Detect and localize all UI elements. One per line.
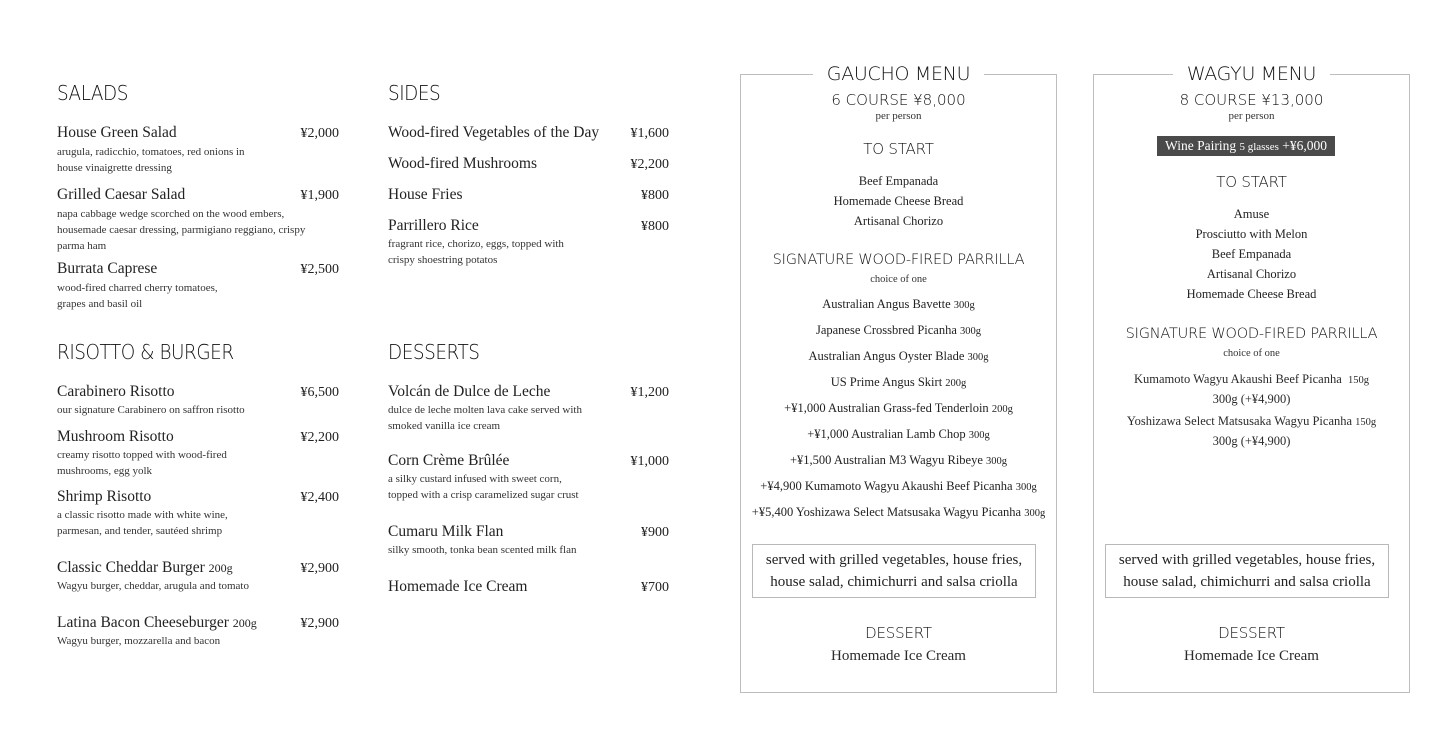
gaucho-menu-title: GAUCHO MENU: [813, 63, 984, 85]
item-price: ¥2,400: [300, 490, 339, 505]
item-desc: wood-fired charred cherry tomatoes,: [57, 282, 218, 294]
gaucho-dessert-heading: DESSERT: [865, 624, 932, 642]
item-price: ¥1,900: [300, 188, 339, 203]
gaucho-course-price: 6 COURSE ¥8,000: [831, 91, 966, 109]
item-name: Corn Crème Brûlée: [388, 452, 510, 469]
menu-item: [57, 383, 339, 418]
item-name: Grilled Caesar Salad: [57, 186, 186, 203]
menu-item: [388, 155, 669, 173]
wagyu-served-with-box: [1105, 544, 1389, 598]
wine-pairing-label: Wine Pairing: [1165, 138, 1237, 153]
gaucho-main-item: Japanese Crossbred Picanha 300g: [815, 323, 982, 337]
item-desc: fragrant rice, chorizo, eggs, topped with: [388, 238, 564, 250]
served-line: house salad, chimichurri and salsa criolla: [1123, 574, 1371, 590]
gaucho-choice-note: choice of one: [870, 274, 927, 285]
item-name: House Green Salad: [57, 124, 177, 141]
item-name: House Fries: [388, 186, 463, 203]
item-desc: silky smooth, tonka bean scented milk flan: [388, 544, 577, 556]
item-desc: creamy risotto topped with wood-fired: [57, 449, 227, 461]
wagyu-menu-title: WAGYU MENU: [1173, 63, 1330, 85]
gaucho-dessert-item: Homemade Ice Cream: [831, 648, 966, 664]
gaucho-main-item: +¥1,000 Australian Lamb Chop 300g: [807, 427, 990, 441]
item-desc: topped with a crisp caramelized sugar crust: [388, 489, 579, 501]
item-desc: housemade caesar dressing, parmigiano reggiano, crispy: [57, 224, 306, 236]
wagyu-main-item: Yoshizawa Select Matsusaka Wagyu Picanha 150g 300g (+¥4,900): [1126, 414, 1377, 448]
wagyu-course-price: 8 COURSE ¥13,000: [1179, 91, 1324, 109]
item-desc: arugula, radicchio, tomatoes, red onions in: [57, 146, 245, 158]
menu-item: [388, 523, 669, 558]
menu-item: [388, 383, 669, 434]
menu-item: [57, 614, 339, 649]
wagyu-dessert-item: Homemade Ice Cream: [1184, 648, 1319, 664]
served-line: served with grilled vegetables, house fries,: [1118, 552, 1376, 568]
wine-pairing-price: +¥6,000: [1282, 138, 1327, 153]
item-name: Carabinero Risotto: [57, 383, 175, 400]
gaucho-main-item: Australian Angus Oyster Blade 300g: [808, 349, 989, 363]
item-price: ¥2,200: [300, 430, 339, 445]
gaucho-to-start-heading: TO START: [863, 140, 934, 158]
item-price: ¥2,900: [300, 561, 339, 576]
gaucho-main-item: Australian Angus Bavette 300g: [822, 297, 975, 311]
menu-item: [388, 452, 669, 503]
wagyu-choice-note: choice of one: [1223, 348, 1280, 359]
gaucho-main-item: +¥4,900 Kumamoto Wagyu Akaushi Beef Picanha 300g: [760, 479, 1037, 493]
menu-item: [57, 488, 339, 539]
wagyu-starter-item: Homemade Cheese Bread: [1186, 287, 1317, 301]
salads-heading: SALADS: [57, 81, 128, 105]
served-line: served with grilled vegetables, house fries,: [765, 552, 1023, 568]
item-desc: dulce de leche molten lava cake served with: [388, 404, 582, 416]
item-size: 200g: [232, 616, 257, 630]
item-name: Wood-fired Mushrooms: [388, 155, 537, 172]
item-price: ¥900: [641, 525, 669, 540]
menu-item: [388, 186, 669, 204]
item-desc: house vinaigrette dressing: [57, 162, 172, 174]
menu-item: [57, 559, 339, 594]
item-desc: smoked vanilla ice cream: [388, 420, 501, 432]
wagyu-dessert-heading: DESSERT: [1218, 624, 1285, 642]
item-desc: grapes and basil oil: [57, 298, 143, 310]
sides-heading: SIDES: [388, 81, 441, 105]
menu-item: [388, 217, 669, 268]
item-name: Parrillero Rice: [388, 217, 479, 234]
menu-item: [57, 260, 339, 312]
gaucho-per-person: per person: [875, 110, 922, 122]
gaucho-starter-item: Homemade Cheese Bread: [833, 194, 964, 208]
wagyu-per-person: per person: [1228, 110, 1275, 122]
item-price: ¥2,000: [300, 126, 339, 141]
gaucho-main-item: +¥1,500 Australian M3 Wagyu Ribeye 300g: [789, 453, 1008, 467]
menu-item: [388, 578, 669, 596]
item-price: ¥6,500: [300, 385, 339, 400]
gaucho-menu-panel: [740, 63, 1057, 693]
wagyu-starter-item: Beef Empanada: [1211, 247, 1292, 261]
item-name: Cumaru Milk Flan: [388, 523, 504, 540]
wagyu-menu-panel: [1093, 63, 1410, 693]
item-price: ¥700: [641, 580, 669, 595]
menu-item: [388, 124, 669, 142]
menu-item: [57, 124, 339, 176]
wine-pairing-glasses: 5 glasses: [1239, 141, 1279, 153]
item-size: 200g: [208, 561, 233, 575]
item-name: Burrata Caprese: [57, 260, 158, 277]
gaucho-starter-item: Artisanal Chorizo: [853, 214, 944, 228]
wagyu-main-item: Kumamoto Wagyu Akaushi Beef Picanha 150g 300g (+¥4,900): [1133, 372, 1369, 406]
wagyu-starter-item: Prosciutto with Melon: [1195, 227, 1308, 241]
item-name: Latina Bacon Cheeseburger: [57, 614, 229, 631]
item-name: Classic Cheddar Burger: [57, 559, 205, 576]
item-price: ¥800: [641, 219, 669, 234]
wagyu-to-start-heading: TO START: [1216, 173, 1287, 191]
item-name: Mushroom Risotto: [57, 428, 174, 445]
wagyu-starter-item: Amuse: [1233, 207, 1270, 221]
item-price: ¥2,900: [300, 616, 339, 631]
item-desc: mushrooms, egg yolk: [57, 465, 153, 477]
gaucho-main-item: US Prime Angus Skirt 200g: [830, 375, 967, 389]
wine-pairing-badge: [1157, 136, 1335, 156]
gaucho-signature-heading: SIGNATURE WOOD-FIRED PARRILLA: [772, 252, 1025, 268]
item-desc: a silky custard infused with sweet corn,: [388, 473, 562, 485]
item-desc: Wagyu burger, mozzarella and bacon: [57, 635, 221, 647]
item-price: ¥1,600: [630, 126, 669, 141]
gaucho-starter-item: Beef Empanada: [858, 174, 939, 188]
menu-item: [57, 186, 339, 254]
gaucho-main-item: +¥5,400 Yoshizawa Select Matsusaka Wagyu Picanha 300g: [751, 505, 1046, 519]
gaucho-main-item: +¥1,000 Australian Grass-fed Tenderloin 200g: [784, 401, 1013, 415]
item-desc: our signature Carabinero on saffron risotto: [57, 404, 245, 416]
item-desc: parma ham: [57, 240, 107, 252]
risotto-burger-heading: RISOTTO & BURGER: [57, 340, 234, 364]
item-desc: Wagyu burger, cheddar, arugula and tomato: [57, 580, 249, 592]
item-desc: a classic risotto made with white wine,: [57, 509, 228, 521]
item-price: ¥2,500: [300, 262, 339, 277]
item-name: Shrimp Risotto: [57, 488, 152, 505]
item-price: ¥1,200: [630, 385, 669, 400]
item-name: Homemade Ice Cream: [388, 578, 528, 595]
item-desc: napa cabbage wedge scorched on the wood embers,: [57, 208, 285, 220]
served-line: house salad, chimichurri and salsa criolla: [770, 574, 1018, 590]
item-name: Volcán de Dulce de Leche: [388, 383, 551, 400]
wagyu-signature-heading: SIGNATURE WOOD-FIRED PARRILLA: [1125, 326, 1378, 342]
item-desc: parmesan, and tender, sautéed shrimp: [57, 525, 223, 537]
menu-item: [57, 428, 339, 479]
item-price: ¥800: [641, 188, 669, 203]
wagyu-starter-item: Artisanal Chorizo: [1206, 267, 1297, 281]
item-desc: crispy shoestring potatos: [388, 254, 498, 266]
item-price: ¥2,200: [630, 157, 669, 172]
desserts-heading: DESSERTS: [388, 340, 480, 364]
gaucho-served-with-box: [752, 544, 1036, 598]
item-price: ¥1,000: [630, 454, 669, 469]
item-name: Wood-fired Vegetables of the Day: [388, 124, 600, 141]
